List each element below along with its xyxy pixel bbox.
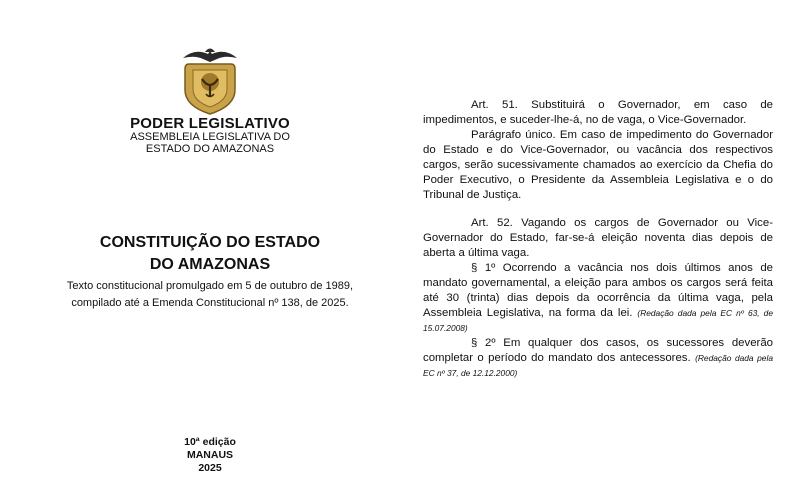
edition-year: 2025	[198, 462, 222, 474]
paragraph-text: § 1º Ocorrendo a vacância nos dois últimos anos de mandato governamental, a eleição para ambos os cargos será feita até 30 (trinta) dias depois da ocorrência da última vaga, pela Assembleia Legislativa, na forma da lei.	[423, 262, 773, 319]
document-description	[40, 278, 380, 312]
amendment-note: (Redação dada pela EC nº 63, de 15.07.2008)	[423, 308, 773, 333]
coat-of-arms-icon	[175, 42, 245, 116]
constitution-text	[423, 98, 773, 381]
org-subtitle-line: ESTADO DO AMAZONAS	[145, 143, 275, 155]
article-52-paragraph-2	[423, 336, 773, 381]
org-subtitle-line: ASSEMBLEIA LEGISLATIVA DO	[130, 131, 290, 143]
edition-info	[0, 436, 420, 475]
article-52: Art. 52. Vagando os cargos de Governador ou Vice-Governador do Estado, far-se-á eleição noventa dias depois de aberta a última vaga.	[423, 217, 773, 259]
description-line: Texto constitucional promulgado em 5 de outubro de 1989,	[66, 280, 354, 292]
amendment-note: (Redação dada pela EC nº 37, de 12.12.2000)	[423, 353, 773, 378]
article-52-paragraph-1	[423, 261, 773, 336]
document-title	[0, 232, 420, 276]
article-51: Art. 51. Substituirá o Governador, em caso de impedimentos, e suceder-lhe-á, no de vaga, o Vice-Governador.	[423, 99, 773, 126]
article-51-sole-paragraph: Parágrafo único. Em caso de impedimento do Governador do Estado e do Vice-Governador, ou vacância dos respectivos cargos, serão sucessivamente chamados ao exercício da Chefia do Poder Executivo, o Presidente da Assembleia Legislativa e o do Tribunal de Justiça.	[423, 129, 773, 201]
description-line: compilado até a Emenda Constitucional nº 138, de 2025.	[71, 297, 349, 309]
org-title: PODER LEGISLATIVO	[130, 115, 290, 132]
paragraph-text: § 2º Em qualquer dos casos, os sucessores deverão completar o período do mandato dos antecessores.	[423, 337, 773, 364]
org-subtitle	[0, 131, 420, 155]
edition-label: 10ª edição	[184, 436, 236, 448]
edition-city: MANAUS	[186, 449, 234, 461]
document-title-line: CONSTITUIÇÃO DO ESTADO	[99, 234, 321, 251]
document-title-line: DO AMAZONAS	[149, 256, 271, 273]
